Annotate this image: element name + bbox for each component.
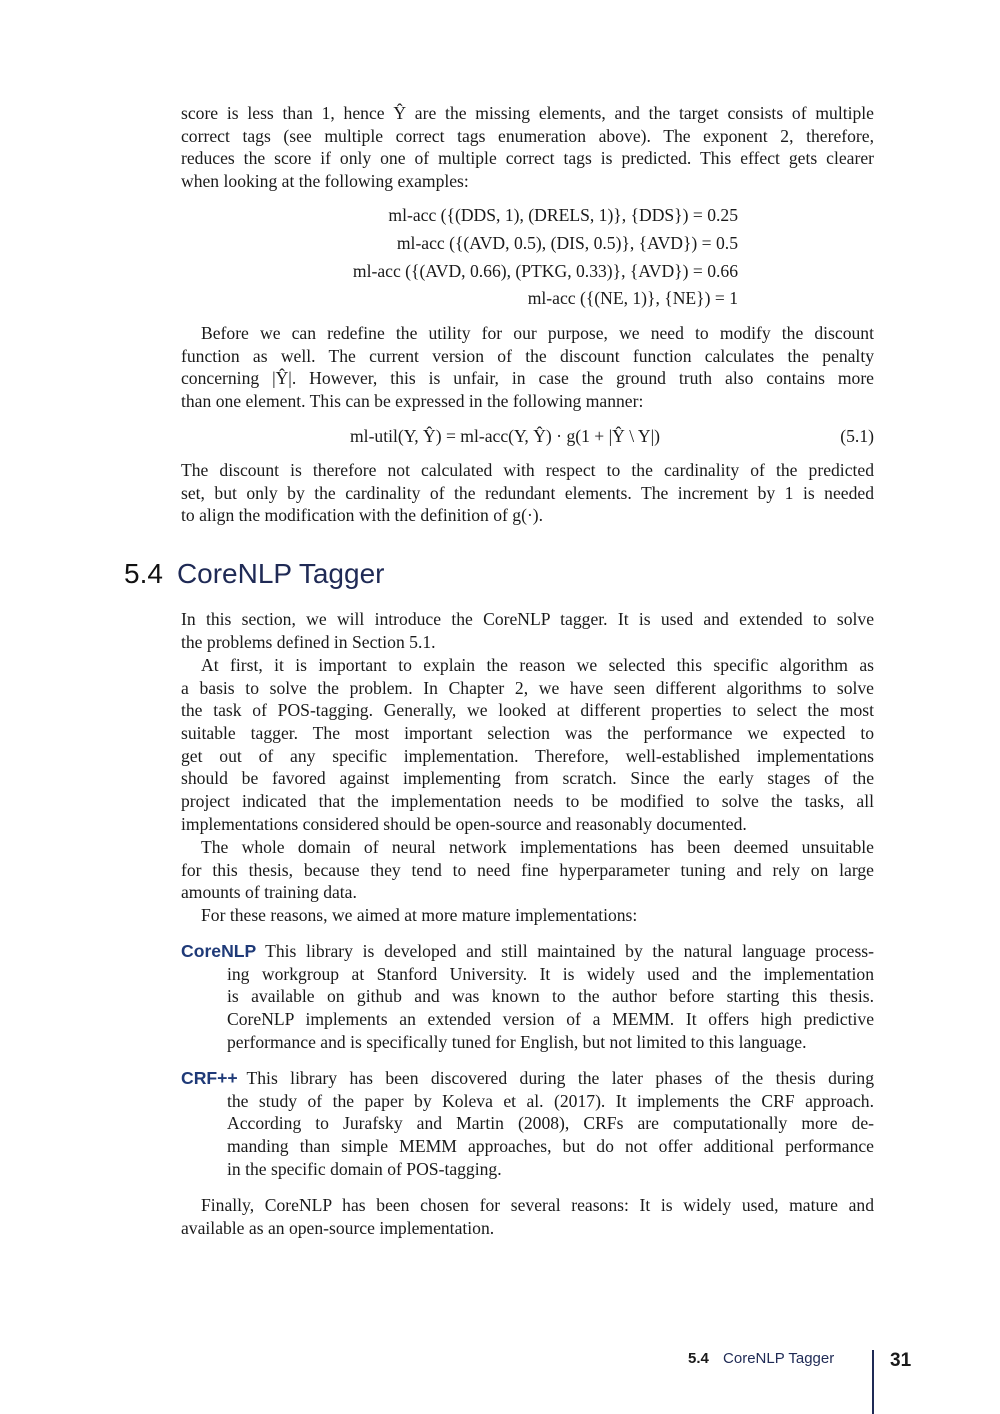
footer-divider (872, 1350, 874, 1414)
section-number: 5.4 (124, 558, 163, 589)
equation-4: ml-acc ({(NE, 1)}, {NE}) = 1 (527, 288, 738, 308)
paragraph-discount-explained (181, 459, 874, 527)
text-line: project indicated that the implementation needs to be modified to solve the tasks, all (181, 791, 874, 812)
text-line: implementations considered should be open-source and reasonably documented. (181, 813, 747, 834)
text-line: According to Jurafsky and Martin (2008), CRFs are computationally more de- (227, 1113, 874, 1134)
item-first-line (181, 1067, 874, 1090)
equation-3: ml-acc ({(AVD, 0.66), (PTKG, 0.33)}, {AVD}) = 0.66 (352, 261, 738, 281)
text-line: function as well. The current version of the discount function calculates the penalty (181, 345, 874, 366)
paragraph-section-intro (181, 608, 874, 653)
text-line: than one element. This can be expressed in the following manner: (181, 391, 644, 412)
equation-2: ml-acc ({(AVD, 0.5), (DIS, 0.5)}, {AVD}) = 0.5 (396, 233, 738, 253)
paragraph-mature (181, 904, 874, 927)
section-heading (124, 558, 384, 590)
text-line: is available on github and was known to the author before starting this thesis. (227, 986, 874, 1007)
paragraph-discount (181, 322, 874, 413)
text-line: This library is developed and still maintained by the natural language process- (265, 941, 874, 961)
text-line: score is less than 1, hence Ŷ are the missing elements, and the target consists of multiple (181, 103, 874, 123)
text-line: The whole domain of neural network implementations has been deemed unsuitable (201, 837, 874, 857)
footer-section-title: CoreNLP Tagger (723, 1350, 835, 1367)
equation-number: (5.1) (840, 426, 874, 446)
item-first-line (181, 940, 874, 963)
text-line: In this section, we will introduce the CoreNLP tagger. It is used and extended to solve (181, 609, 874, 629)
text-line: the task of POS-tagging. Generally, we looked at different properties to select the most (181, 700, 874, 721)
footer-section (688, 1350, 834, 1367)
item-term: CRF++ (181, 1068, 238, 1088)
paragraph-intro (181, 102, 874, 193)
text-line: Before we can redefine the utility for our purpose, we need to modify the discount (201, 323, 874, 343)
paragraph-conclusion (181, 1194, 874, 1239)
text-line: for this thesis, because they tend to need fine hyperparameter tuning and rely on large (181, 859, 874, 880)
text-line: At first, it is important to explain the reason we selected this specific algorithm as (201, 655, 874, 675)
text-line: This library has been discovered during the later phases of the thesis during (246, 1068, 874, 1088)
item-term: CoreNLP (181, 941, 257, 961)
section-title: CoreNLP Tagger (176, 558, 385, 589)
equation-5-1: ml-util(Y, Ŷ) = ml-acc(Y, Ŷ) · g(1 + |Ŷ \ Y|) (350, 426, 660, 446)
text-line: performance and is specifically tuned for English, but not limited to this language. (227, 1031, 807, 1052)
text-line: Finally, CoreNLP has been chosen for several reasons: It is widely used, mature and (201, 1195, 874, 1215)
text-line: when looking at the following examples: (181, 171, 469, 192)
text-line: ing workgroup at Stanford University. It is widely used and the implementation (227, 963, 874, 984)
text-line: For these reasons, we aimed at more mature implementations: (201, 905, 638, 925)
text-line: the problems defined in Section 5.1. (181, 631, 436, 652)
text-line: available as an open-source implementation. (181, 1217, 495, 1238)
text-line: a basis to solve the problem. In Chapter 2, we have seen different algorithms to solve (181, 677, 874, 698)
text-line: suitable tagger. The most important selection was the performance we expected to (181, 723, 874, 744)
text-line: set, but only by the cardinality of the redundant elements. The increment by 1 is needed (181, 482, 874, 503)
equation-1: ml-acc ({(DDS, 1), (DRELS, 1)}, {DDS}) = 0.25 (388, 205, 738, 225)
text-line: amounts of training data. (181, 882, 357, 903)
text-line: the study of the paper by Koleva et al. (2017). It implements the CRF approach. (227, 1090, 874, 1111)
text-line: concerning |Ŷ|. However, this is unfair, in case the ground truth also contains more (181, 368, 874, 389)
text-line: to align the modification with the definition of g(·). (181, 505, 544, 526)
text-line: reduces the score if only one of multiple correct tags is predicted. This effect gets clearer (181, 148, 874, 169)
text-line: in the specific domain of POS-tagging. (227, 1158, 502, 1179)
text-line: CoreNLP implements an extended version of a MEMM. It offers high predictive (227, 1009, 874, 1030)
footer-section-number: 5.4 (688, 1350, 709, 1367)
text-line: should be favored against implementing from scratch. Since the early stages of the (181, 768, 874, 789)
text-line: get out of any specific implementation. Therefore, well-established implementations (181, 745, 874, 766)
page-number: 31 (890, 1350, 912, 1371)
text-line: manding than simple MEMM approaches, but do not offer additional performance (227, 1136, 874, 1157)
text-line: correct tags (see multiple correct tags enumeration above). The exponent 2, therefore, (181, 125, 874, 146)
item-corenlp (181, 940, 874, 1053)
paragraph-reasoning (181, 654, 874, 836)
text-line: The discount is therefore not calculated with respect to the cardinality of the predicted (181, 460, 874, 480)
item-crfpp (181, 1067, 874, 1180)
paragraph-neural (181, 836, 874, 904)
